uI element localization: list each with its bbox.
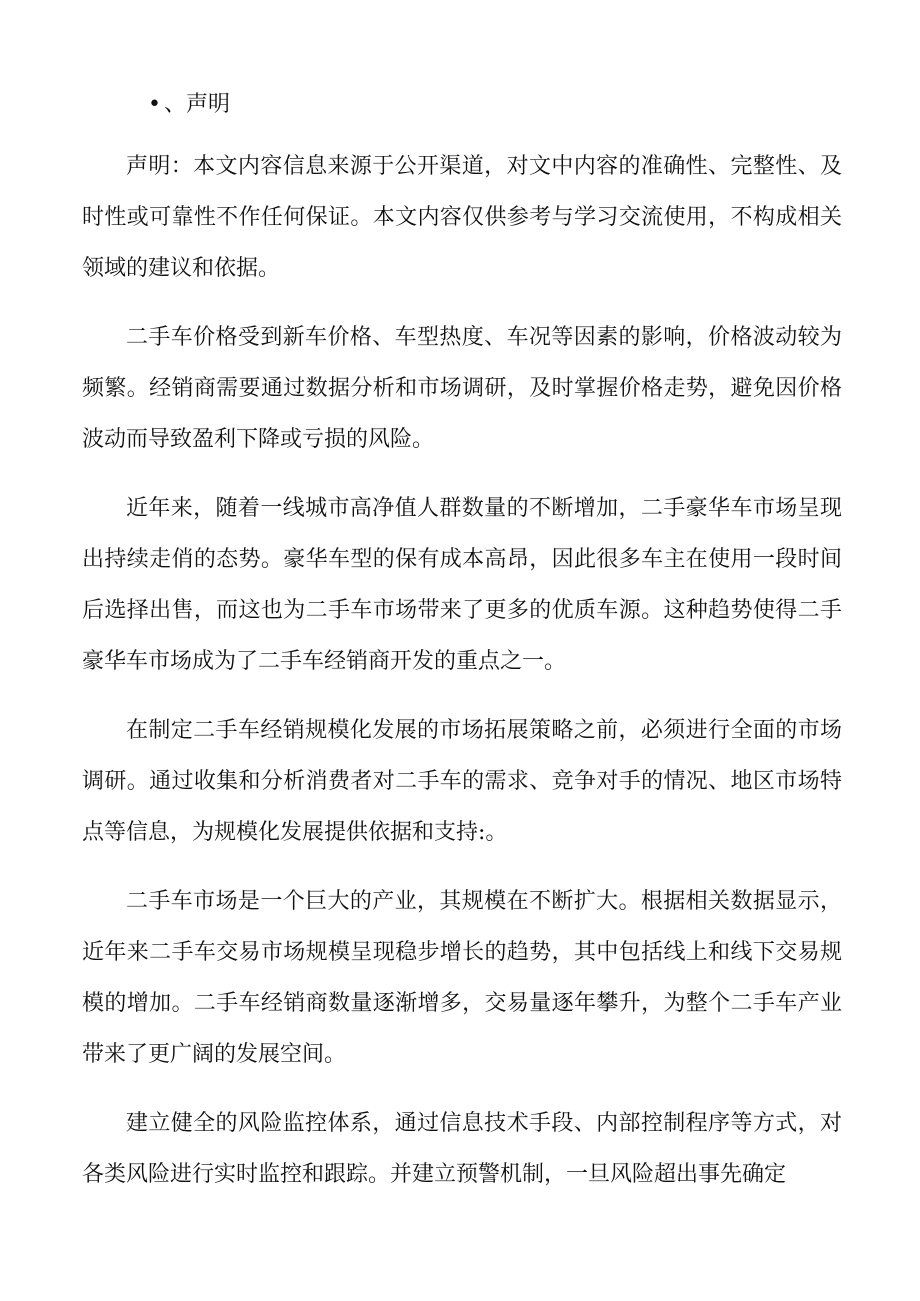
paragraph-price-volatility: 二手车价格受到新车价格、车型热度、车况等因素的影响，价格波动较为频繁。经销商需要通过数据分析和市场调研，及时掌握价格走势，避免因价格波动而导致盈利下降或亏损的风险。	[82, 325, 842, 452]
paragraph-market-scale: 二手车市场是一个巨大的产业，其规模在不断扩大。根据相关数据显示，近年来二手车交易市场规模呈现稳步增长的趋势，其中包括线上和线下交易规模的增加。二手车经销商数量逐渐增多，交易量逐年攀升，为整个二手车产业带来了更广阔的发展空间。	[82, 889, 842, 1067]
paragraph-risk-monitoring: 建立健全的风险监控体系，通过信息技术手段、内部控制程序等方式，对各类风险进行实时监控和跟踪。并建立预警机制，一旦风险超出事先确定	[82, 1111, 842, 1187]
paragraph-luxury-market: 近年来，随着一线城市高净值人群数量的不断增加，二手豪华车市场呈现出持续走俏的态势。豪华车型的保有成本高昂，因此很多车主在使用一段时间后选择出售，而这也为二手车市场带来了更多的优质车源。这种趋势使得二手豪华车市场成为了二手车经销商开发的重点之一。	[82, 496, 842, 674]
section-heading	[148, 88, 230, 122]
heading-bullet: •	[148, 92, 161, 117]
heading-text: 、声明	[164, 92, 231, 117]
paragraph-market-research: 在制定二手车经销规模化发展的市场拓展策略之前，必须进行全面的市场调研。通过收集和分析消费者对二手车的需求、竞争对手的情况、地区市场特点等信息，为规模化发展提供依据和支持:。	[82, 718, 842, 845]
paragraph-disclaimer: 声明：本文内容信息来源于公开渠道，对文中内容的准确性、完整性、及时性或可靠性不作任何保证。本文内容仅供参考与学习交流使用，不构成相关领域的建议和依据。	[82, 154, 842, 281]
